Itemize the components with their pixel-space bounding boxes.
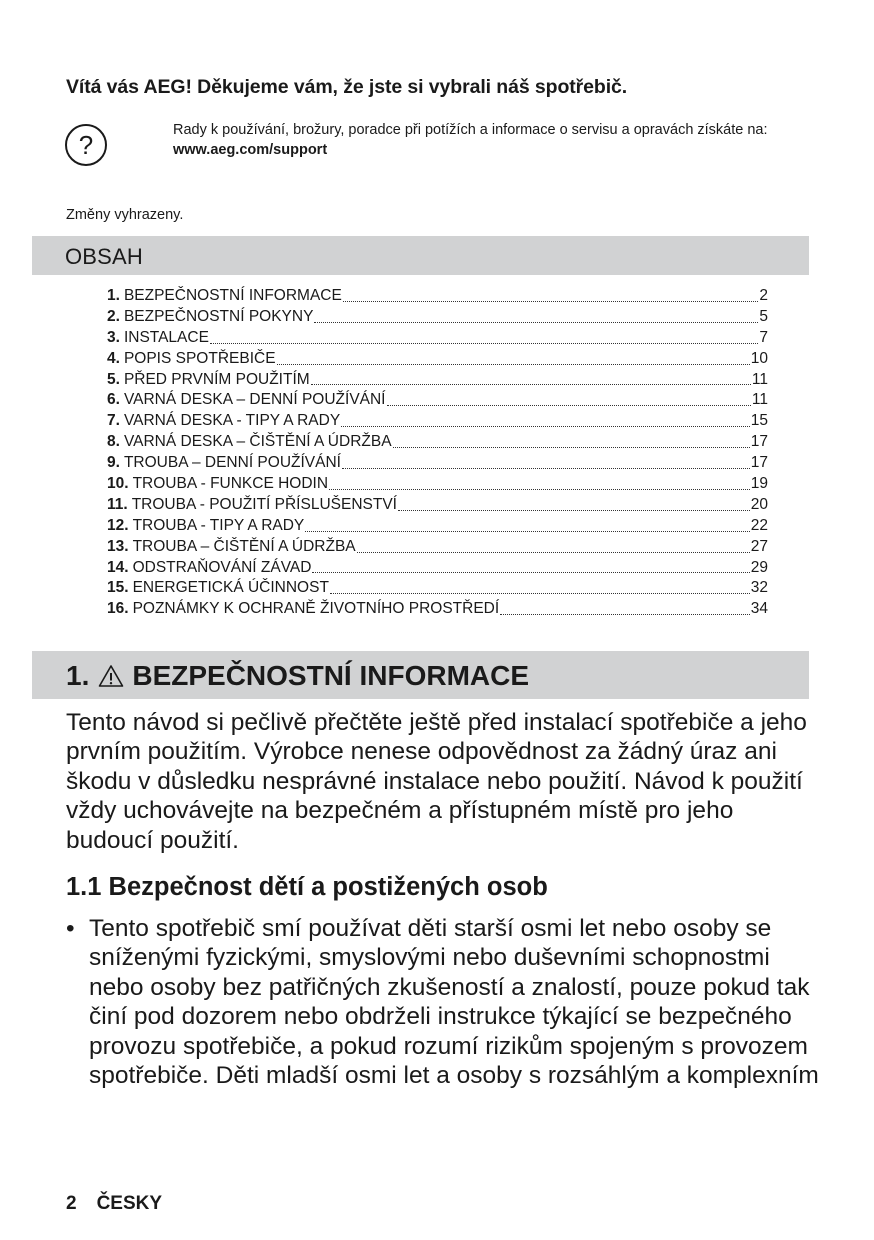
toc-item-page: 17 <box>750 433 768 451</box>
section-title <box>66 660 529 692</box>
toc-header-bar <box>32 236 809 275</box>
toc-item-page: 10 <box>750 349 768 367</box>
toc-item-label: POZNÁMKY K OCHRANĚ ŽIVOTNÍHO PROSTŘEDÍ <box>132 600 500 618</box>
toc-item-number: 2. <box>107 307 120 325</box>
toc-item-number: 16. <box>107 600 129 618</box>
toc-item-number: 11. <box>107 495 128 513</box>
toc-item-number: 4. <box>107 349 120 367</box>
toc-item-number: 15. <box>107 579 129 597</box>
toc-item-number: 8. <box>107 433 120 451</box>
changes-notice: Změny vyhrazeny. <box>66 207 184 223</box>
bullet-text: Tento spotřebič smí používat děti starší osmi let nebo osoby se sníženými fyzickými, smyslovými nebo duševními schopnostmi nebo osoby bez patřičných zkušeností a znalostí, pouze pokud tak činí pod dozorem nebo obdrželi instrukce týkající se bezpečného provozu spotřebiče, a pokud rozumí rizikům spojeným s provozem spotřebiče. Děti mladší osmi let a osoby s rozsáhlým a komplexním <box>89 915 819 1090</box>
toc-item-number: 1. <box>107 287 120 304</box>
toc-title: OBSAH <box>65 244 144 269</box>
toc-item-number: 10. <box>107 475 129 493</box>
toc-item[interactable] <box>107 537 768 558</box>
toc-item-number: 6. <box>107 391 120 409</box>
toc-item-page: 27 <box>750 537 768 555</box>
toc-item-page: 22 <box>750 516 768 534</box>
bullet-dot: • <box>66 915 75 942</box>
toc-item-label: VARNÁ DESKA – DENNÍ POUŽÍVÁNÍ <box>123 391 386 409</box>
toc-item-label: BEZPEČNOSTNÍ POKYNY <box>123 307 314 325</box>
toc-item[interactable] <box>107 432 768 453</box>
toc-leader-dots <box>342 468 750 469</box>
toc-item[interactable] <box>107 370 768 391</box>
support-text: Rady k používání, brožury, poradce při potížích a informace o servisu a opravách získáte na: <box>173 122 768 138</box>
toc-item[interactable] <box>107 453 768 474</box>
toc-leader-dots <box>312 572 749 573</box>
toc-item-number: 9. <box>107 454 120 472</box>
toc-item-number: 14. <box>107 558 129 576</box>
toc-leader-dots <box>305 531 749 532</box>
toc-item-label: VARNÁ DESKA – ČIŠTĚNÍ A ÚDRŽBA <box>123 433 392 451</box>
toc-item-label: TROUBA - TIPY A RADY <box>132 516 305 534</box>
welcome-heading: Vítá vás AEG! Děkujeme vám, že jste si vybrali náš spotřebič. <box>66 76 628 98</box>
toc-leader-dots <box>387 405 751 406</box>
warning-triangle-icon <box>98 664 124 688</box>
toc-item-label: PŘED PRVNÍM POUŽITÍM <box>123 370 310 388</box>
toc-leader-dots <box>341 426 750 427</box>
toc-item-page: 17 <box>750 454 768 472</box>
toc-item[interactable] <box>107 578 768 599</box>
toc-item-number: 5. <box>107 370 120 388</box>
language-label: ČESKY <box>96 1193 163 1214</box>
toc-item-page: 5 <box>759 307 768 325</box>
intro-paragraph: Tento návod si pečlivě přečtěte ještě před instalací spotřebiče a jeho prvním použitím. Výrobce nenese odpovědnost za žádný úraz ani škodu v důsledku nesprávné instalace nebo použití. Návod k použití vždy uchovávejte na bezpečném a přístupném místě pro jeho budoucí použití. <box>66 709 807 854</box>
toc-item-label: ODSTRAŇOVÁNÍ ZÁVAD <box>132 558 312 576</box>
toc-leader-dots <box>277 364 750 365</box>
toc-item-page: 11 <box>751 370 768 388</box>
toc-item-page: 32 <box>750 579 768 597</box>
toc-item-label: TROUBA - FUNKCE HODIN <box>132 475 329 493</box>
toc-leader-dots <box>314 322 758 323</box>
toc-item-page: 2 <box>759 287 768 304</box>
toc-leader-dots <box>210 343 758 344</box>
toc-leader-dots <box>398 510 750 511</box>
toc-item-label: ENERGETICKÁ ÚČINNOST <box>132 579 329 597</box>
support-info <box>173 121 793 160</box>
toc-item-label: INSTALACE <box>123 328 209 346</box>
page-number: 2 <box>66 1193 77 1214</box>
toc-item-label: TROUBA - POUŽITÍ PŘÍSLUŠENSTVÍ <box>131 495 397 513</box>
toc-item[interactable] <box>107 516 768 537</box>
section-title-text: BEZPEČNOSTNÍ INFORMACE <box>132 660 530 691</box>
toc-leader-dots <box>393 447 750 448</box>
table-of-contents <box>107 286 768 620</box>
toc-item-label: POPIS SPOTŘEBIČE <box>123 349 276 367</box>
support-link[interactable]: www.aeg.com/support <box>173 141 328 158</box>
bullet-item <box>66 914 826 1090</box>
toc-leader-dots <box>500 614 750 615</box>
subsection-heading: 1.1 Bezpečnost dětí a postižených osob <box>66 873 548 901</box>
toc-item[interactable] <box>107 558 768 579</box>
toc-item[interactable] <box>107 599 768 620</box>
section-number: 1. <box>66 660 90 691</box>
toc-item[interactable] <box>107 328 768 349</box>
toc-item-page: 15 <box>750 412 768 430</box>
question-circle-icon: ? <box>65 124 107 166</box>
toc-item-page: 34 <box>750 600 768 618</box>
toc-item-page: 20 <box>750 495 768 513</box>
toc-item-page: 11 <box>751 391 768 409</box>
toc-item[interactable] <box>107 390 768 411</box>
toc-item[interactable] <box>107 495 768 516</box>
toc-leader-dots <box>343 301 759 302</box>
toc-item-page: 7 <box>759 328 768 346</box>
toc-item-page: 19 <box>750 475 768 493</box>
toc-item[interactable] <box>107 286 768 307</box>
toc-item-label: VARNÁ DESKA - TIPY A RADY <box>123 412 341 430</box>
toc-leader-dots <box>357 552 750 553</box>
toc-item[interactable] <box>107 474 768 495</box>
toc-leader-dots <box>311 384 751 385</box>
toc-leader-dots <box>330 593 750 594</box>
toc-item[interactable] <box>107 349 768 370</box>
section-header-bar <box>32 651 809 699</box>
toc-item-number: 13. <box>107 537 129 555</box>
toc-item-label: TROUBA – DENNÍ POUŽÍVÁNÍ <box>123 454 341 472</box>
toc-item-label: BEZPEČNOSTNÍ INFORMACE <box>123 287 342 304</box>
toc-leader-dots <box>329 489 750 490</box>
toc-item-label: TROUBA – ČIŠTĚNÍ A ÚDRŽBA <box>132 537 356 555</box>
toc-item-number: 3. <box>107 328 120 346</box>
toc-item-number: 12. <box>107 516 129 534</box>
toc-item[interactable] <box>107 307 768 328</box>
toc-item-number: 7. <box>107 412 120 430</box>
toc-item-page: 29 <box>750 558 768 576</box>
page-footer <box>66 1193 162 1215</box>
toc-item[interactable] <box>107 411 768 432</box>
